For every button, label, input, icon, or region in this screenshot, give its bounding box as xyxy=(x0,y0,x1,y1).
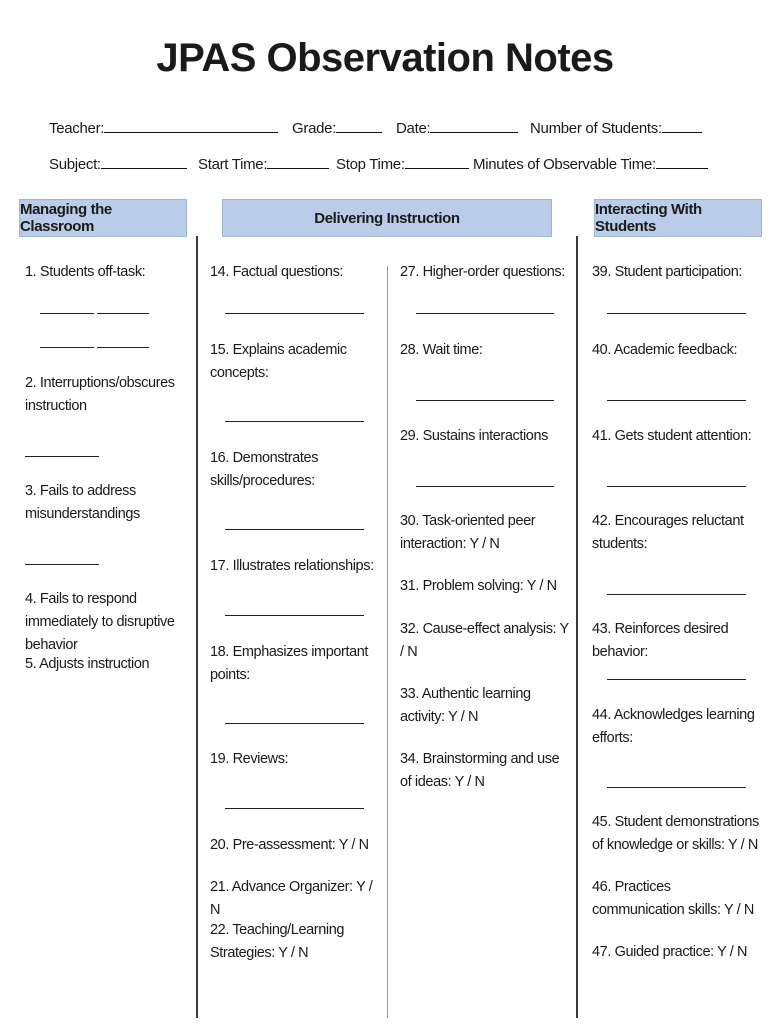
answer-line[interactable] xyxy=(607,400,746,401)
number-of-students-blank[interactable] xyxy=(662,118,702,133)
delivering-item-14: 14. Factual questions: xyxy=(210,264,344,280)
interacting-item-40: 40. Academic feedback: xyxy=(592,342,738,358)
delivering-item-34: 34. Brainstorming and use of ideas: Y / N xyxy=(400,751,560,790)
delivering-item-17: 17. Illustrates relationships: xyxy=(210,558,374,574)
answer-line[interactable] xyxy=(607,594,746,595)
minutes-observable-label: Minutes of Observable Time: xyxy=(473,156,656,173)
delivering-item-33: 33. Authentic learning activity: Y / N xyxy=(400,686,531,725)
interacting-item-39: 39. Student participation: xyxy=(592,264,743,280)
answer-line[interactable] xyxy=(97,313,149,314)
delivering-item-28: 28. Wait time: xyxy=(400,342,483,358)
delivering-item-18: 18. Emphasizes important points: xyxy=(210,644,369,683)
delivering-instruction-header: Delivering Instruction xyxy=(222,199,552,237)
subject-label: Subject: xyxy=(49,156,101,173)
interacting-item-47: 47. Guided practice: Y / N xyxy=(592,944,748,960)
delivering-item-16: 16. Demonstrates skills/procedures: xyxy=(210,450,319,489)
managing-item-5: 5. Adjusts instruction xyxy=(25,656,150,672)
subject-field[interactable] xyxy=(49,154,187,173)
minutes-observable-blank[interactable] xyxy=(656,154,708,169)
answer-line[interactable] xyxy=(225,421,364,422)
interacting-item-42: 42. Encourages reluctant students: xyxy=(592,513,744,552)
delivering-item-32: 32. Cause-effect analysis: Y / N xyxy=(400,621,569,660)
answer-line[interactable] xyxy=(607,787,746,788)
answer-line[interactable] xyxy=(25,456,99,457)
start-time-field[interactable] xyxy=(198,154,329,173)
answer-line[interactable] xyxy=(225,808,364,809)
delivering-item-27: 27. Higher-order questions: xyxy=(400,264,565,280)
answer-line[interactable] xyxy=(225,529,364,530)
delivering-item-31: 31. Problem solving: Y / N xyxy=(400,578,557,594)
teacher-field[interactable] xyxy=(49,118,278,137)
answer-line[interactable] xyxy=(25,564,99,565)
teacher-label: Teacher: xyxy=(49,120,105,137)
teacher-blank[interactable] xyxy=(104,118,278,133)
answer-line[interactable] xyxy=(225,313,364,314)
start-time-blank[interactable] xyxy=(267,154,329,169)
managing-item-4: 4. Fails to respond immediately to disruptive behavior xyxy=(25,591,175,653)
delivering-item-21: 21. Advance Organizer: Y / N xyxy=(210,879,373,918)
answer-line[interactable] xyxy=(607,486,746,487)
managing-item-2: 2. Interruptions/obscures instruction xyxy=(25,375,175,414)
interacting-item-46: 46. Practices communication skills: Y / N xyxy=(592,879,754,918)
interacting-item-44: 44. Acknowledges learning efforts: xyxy=(592,707,755,746)
column-divider-left xyxy=(196,236,198,1018)
number-of-students-field[interactable] xyxy=(530,118,702,137)
delivering-item-20: 20. Pre-assessment: Y / N xyxy=(210,837,369,853)
minutes-observable-field[interactable] xyxy=(473,154,708,173)
answer-line[interactable] xyxy=(607,679,746,680)
column-divider-middle xyxy=(387,266,388,1018)
delivering-item-22: 22. Teaching/Learning Strategies: Y / N xyxy=(210,922,345,961)
managing-classroom-header: Managing the Classroom xyxy=(19,199,187,237)
column-divider-right xyxy=(576,236,578,1018)
answer-line[interactable] xyxy=(40,313,94,314)
grade-blank[interactable] xyxy=(336,118,382,133)
stop-time-label: Stop Time: xyxy=(336,156,405,173)
interacting-students-header: Interacting With Students xyxy=(594,199,762,237)
answer-line[interactable] xyxy=(40,347,94,348)
answer-line[interactable] xyxy=(225,723,364,724)
answer-line[interactable] xyxy=(416,313,554,314)
answer-line[interactable] xyxy=(225,615,364,616)
answer-line[interactable] xyxy=(416,400,554,401)
delivering-item-15: 15. Explains academic concepts: xyxy=(210,342,347,381)
delivering-item-30: 30. Task-oriented peer interaction: Y / N xyxy=(400,513,536,552)
managing-item-3: 3. Fails to address misunderstandings xyxy=(25,483,140,522)
delivering-item-29: 29. Sustains interactions xyxy=(400,428,548,444)
stop-time-field[interactable] xyxy=(336,154,469,173)
grade-label: Grade: xyxy=(292,120,337,137)
page-title: JPAS Observation Notes xyxy=(156,36,614,80)
number-of-students-label: Number of Students: xyxy=(530,120,662,137)
date-field[interactable] xyxy=(396,118,518,137)
answer-line[interactable] xyxy=(97,347,149,348)
answer-line[interactable] xyxy=(416,486,554,487)
date-blank[interactable] xyxy=(430,118,518,133)
date-label: Date: xyxy=(396,120,431,137)
interacting-item-45: 45. Student demonstrations of knowledge or skills: Y / N xyxy=(592,814,759,853)
stop-time-blank[interactable] xyxy=(405,154,469,169)
answer-line[interactable] xyxy=(607,313,746,314)
managing-item-1: 1. Students off-task: xyxy=(25,264,146,280)
interacting-item-43: 43. Reinforces desired behavior: xyxy=(592,621,729,660)
interacting-item-41: 41. Gets student attention: xyxy=(592,428,752,444)
start-time-label: Start Time: xyxy=(198,156,268,173)
delivering-item-19: 19. Reviews: xyxy=(210,751,289,767)
grade-field[interactable] xyxy=(292,118,382,137)
subject-blank[interactable] xyxy=(101,154,187,169)
